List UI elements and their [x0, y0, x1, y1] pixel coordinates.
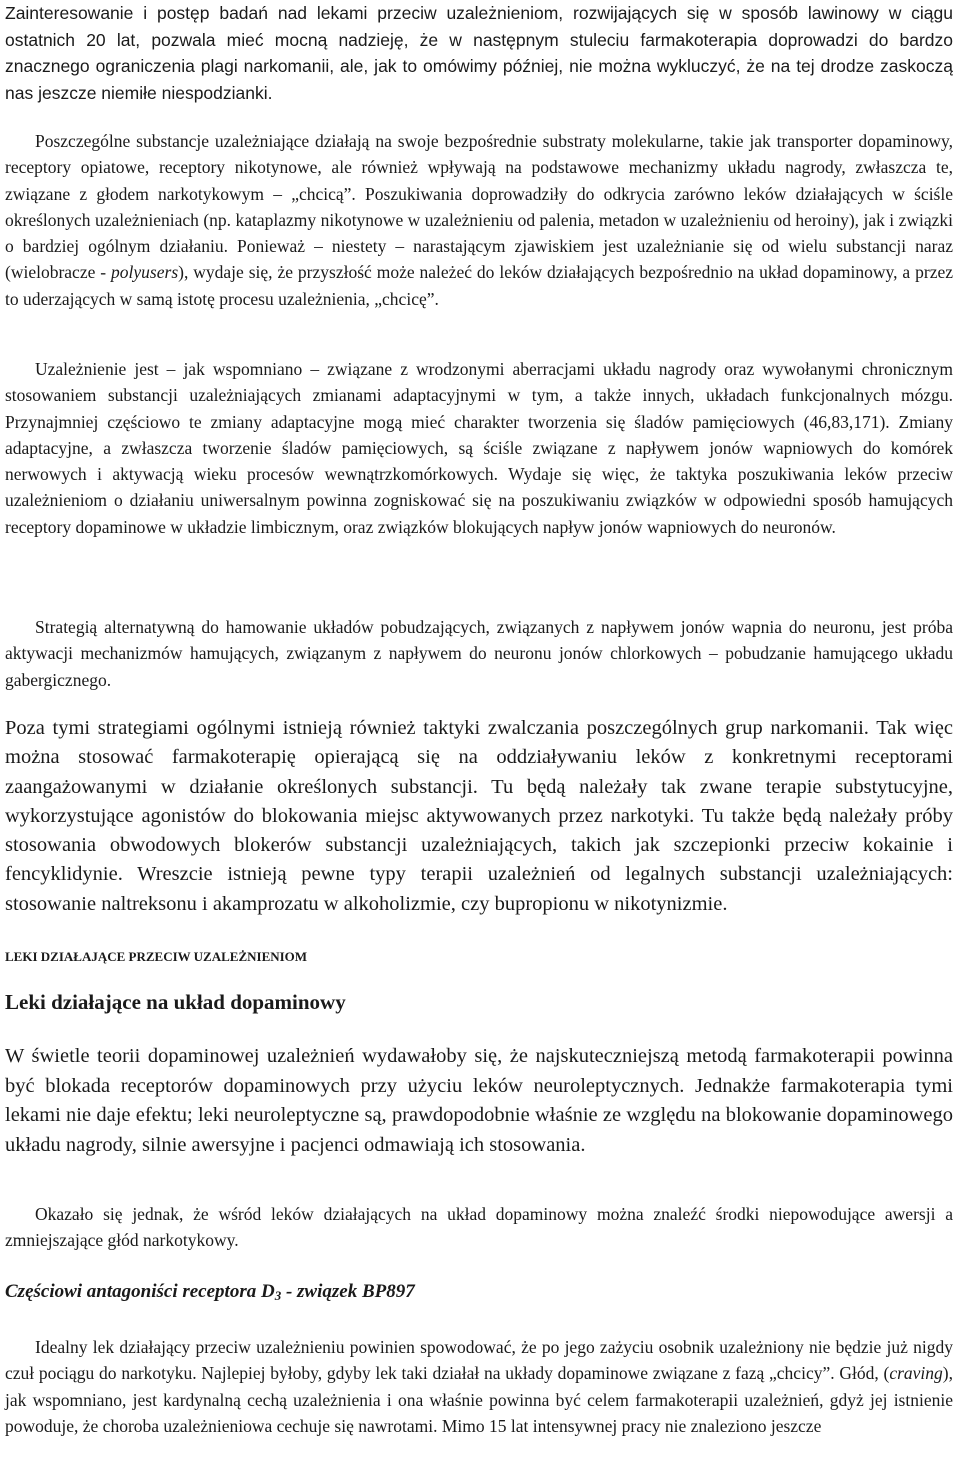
subsection-heading-text-a: Częściowi antagoniści receptora D — [5, 1281, 275, 1302]
subscript-3: 3 — [274, 1288, 282, 1303]
paragraph-addiction-adaptation: Uzależnienie jest – jak wspomniano – związane z wrodzonymi aberracjami układu nagrody oraz wywołanymi chronicznym stosowaniem substancji uzależniających zmianami adaptacyjnymi w tym, a także innych, układach funkcjonalnych mózgu. Przynajmniej częściowo te zmiany adaptacyjne mogą mieć charakter tworzenia się śladów pamięciowych (46,83,171). Zmiany adaptacyjne, a zwłaszcza tworzenie śladów pamięciowych, są ściśle związane z napływem jonów wapniowych do komórek nerwowych i aktywacją wieku procesów wewnątrzkomórkowych. Wydaje się więc, że taktyka poszukiwania leków przeciw uzależnieniom o działaniu uniwersalnym powinna zogniskować się na poszukiwaniu związków w odpowiedni sposób hamujących receptory dopaminowe w układzie limbicznym, oraz związków blokujących napływ jonów wapniowych do neuronów. — [5, 359, 953, 537]
paragraph-substances-text-a: Poszczególne substancje uzależniające działają na swoje bezpośrednie substraty molekularne, takie jak transporter dopaminowy, receptory opiatowe, receptory nikotynowe, ale również wpływają na podstawowe mechanizmy układu nagrody, zwłaszcza te, związane z głodem narkotykowym – „chcicą”. Poszukiwania doprowadziły do odkrycia zarówno leków działających w ściśle określonych uzależnieniach (np. kataplazmy nikotynowe w uzależnieniu od palenia, metadon w uzależnieniu od heroiny), jak i związki o bardziej ogólnym działaniu. Ponieważ – niestety – narastającym zjawiskiem jest uzależnianie się od wielu substancji naraz (wielobracze - — [5, 131, 953, 283]
paragraph-intro: Zainteresowanie i postęp badań nad lekami przeciw uzależnieniom, rozwijających się w sposób lawinowy w ciągu ostatnich 20 lat, pozwala mieć mocną nadzieję, że w następnym stuleciu farmakoterapia doprowadzi do bardzo znacznego ograniczenia plagi narkomanii, ale, jak to omówimy później, nie można wykluczyć, że na tej drodze zaskoczą nas jeszcze niemiłe niespodzianki. — [5, 3, 953, 103]
italic-term-polyusers: polyusers — [111, 262, 179, 283]
subsection-heading-d3-antagonists — [5, 1278, 953, 1306]
section-heading-caps: LEKI DZIAŁAJĄCE PRZECIW UZALEŻNIENIOM — [5, 949, 308, 964]
paragraph-dopamine-theory: W świetle teorii dopaminowej uzależnień wydawałoby się, że najskuteczniejszą metodą farmakoterapii powinna być blokada receptorów dopaminowych przy użyciu leków neuroleptycznych. Jednakże farmakoterapia tymi lekami nie daje efektu; leki neuroleptyczne są, prawdopodobnie właśnie ze względu na blokowanie dopaminowego układu nagrody, silnie awersyjne i pacjenci odmawiają ich stosowania. — [5, 1045, 953, 1156]
italic-term-craving: craving — [889, 1363, 943, 1384]
paragraph-specific-tactics: Poza tymi strategiami ogólnymi istnieją również taktyki zwalczania poszczególnych grup narkomanii. Tak więc można stosować farmakoterapię opierającą się na oddziaływaniu leków z konkretnymi receptorami zaangażowanymi w działanie określonych substancji. Tu będą należały tak zwane terapie substytucyjne, wykorzystujące agonistów do blokowania miejsc aktywowanych przez narkotyki. Tu także będą należały próby stosowania obwodowych blokerów substancji uzależniających, takich jak szczepionki przeciw kokainie i fencyklidynie. Wreszcie istnieją pewne typy terapii uzależnień od legalnych substancji uzależniających: stosowanie naltreksonu i akamprozatu w alkoholizmie, czy bupropionu w nikotynizmie. — [5, 717, 953, 915]
paragraph-substances — [5, 128, 953, 312]
paragraph-non-aversive-drugs: Okazało się jednak, że wśród leków działających na układ dopaminowy można znaleźć środki niepowodujące awersji a zmniejszające głód narkotykowy. — [5, 1204, 953, 1250]
paragraph-ideal-drug-text-b: ), jak wspomniano, jest kardynalną cechą uzależnienia i ona właśnie powinna być celem farmakoterapii uzależnień, gdyż jej istnienie powoduje, że choroba uzależnieniowa cechuje się nawrotami. Mimo 15 lat intensywnej pracy nie znaleziono jeszcze — [5, 1363, 953, 1436]
paragraph-substances-text-b: ), wydaje się, że przyszłość może należeć do leków działających bezpośrednio na układ dopaminowy, a przez to uderzających w samą istotę procesu uzależnienia, „chcicę”. — [5, 262, 954, 309]
paragraph-alternative-strategy: Strategią alternatywną do hamowanie układów pobudzających, związanych z napływem jonów wapnia do neuronu, jest próba aktywacji mechanizmów hamujących, związanym z napływem do neuronu jonów chlorkowych – pobudzanie hamującego układu gabergicznego. — [5, 617, 953, 690]
section-heading-dopamine-drugs: Leki działające na układ dopaminowy — [5, 990, 346, 1014]
paragraph-ideal-drug — [5, 1334, 953, 1439]
paragraph-ideal-drug-text-a: Idealny lek działający przeciw uzależnieniu powinien spowodować, że po jego zażyciu osobnik uzależniony nie będzie już nigdy czuł pociągu do narkotyku. Najlepiej byłoby, gdyby lek taki działał na układy dopaminowe związane z fazą „chcicy”. Głód, ( — [5, 1337, 953, 1384]
subsection-heading-text-b: - związek BP897 — [281, 1281, 415, 1302]
